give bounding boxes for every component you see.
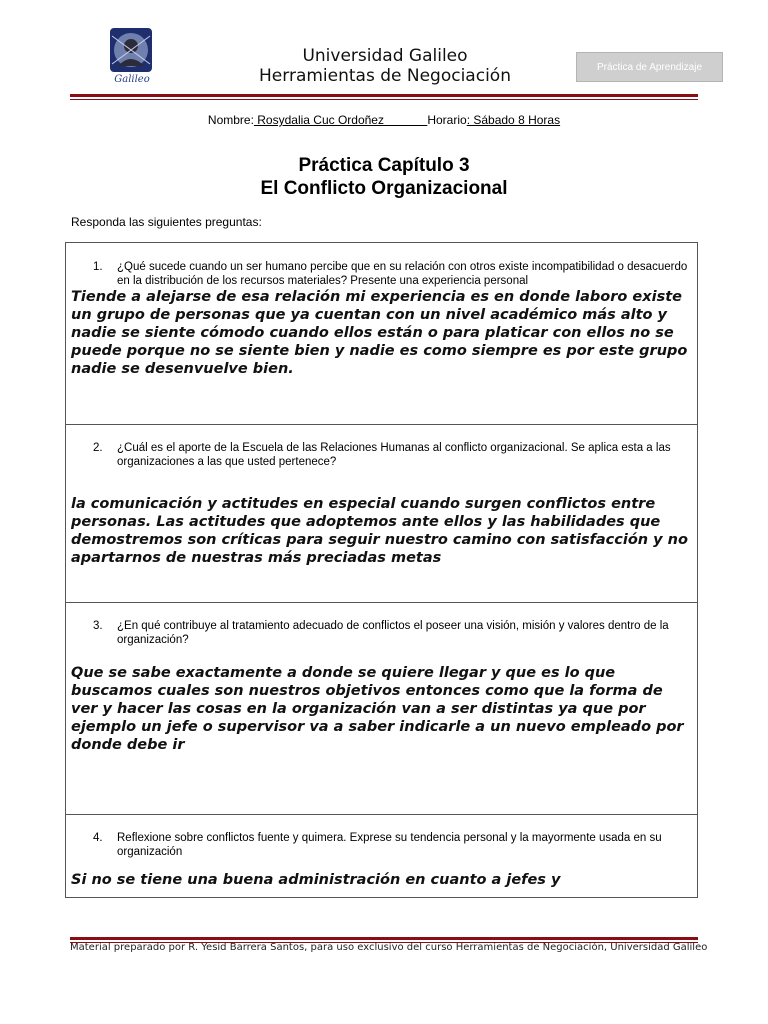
university-name: Universidad Galileo	[302, 46, 468, 66]
answer-2: la comunicación y actitudes en especial cuando surgen conflictos entre personas. Las actitudes que adoptemos ante ellos y las habilidades que demostremos son críticas para seguir nuestro camino con satisfacción y no apartarnos de nuestras más preciadas metas	[71, 496, 688, 566]
question-text: ¿Cuál es el aporte de la Escuela de las Relaciones Humanas al conflicto organizacional. Se aplica esta a las organizaciones a las que usted pertenece?	[117, 442, 671, 468]
galileo-crest-icon	[104, 26, 158, 76]
question-number: 4.	[93, 832, 103, 844]
question-row-3	[66, 602, 697, 814]
question-number: 3.	[93, 620, 103, 632]
title-line-2: El Conflicto Organizacional	[260, 178, 508, 199]
questions-table	[65, 242, 698, 898]
question-row-2	[66, 424, 697, 602]
question-text: Reflexione sobre conflictos fuente y quimera. Exprese su tendencia personal y la mayormente usada en su organización	[117, 832, 662, 858]
answer-4: Si no se tiene una buena administración en cuanto a jefes y	[71, 872, 561, 888]
footer-text: Material preparado por R. Yesid Barrera Santos, para uso exclusivo del curso Herramientas de Negociación, Universidad Galileo	[70, 942, 708, 953]
header-divider	[70, 94, 698, 97]
schedule-label: Horario	[427, 113, 467, 127]
question-3	[66, 619, 697, 647]
logo-text: Galileo	[114, 74, 150, 85]
question-text: ¿Qué sucede cuando un ser humano percibe que en su relación con otros existe incompatibilidad o desacuerdo en la distribución de los recursos materiales? Presente una experiencia personal	[117, 261, 688, 287]
practice-badge: Práctica de Aprendizaje	[576, 52, 723, 82]
header-title	[200, 46, 570, 86]
title-line-1: Práctica Capítulo 3	[298, 155, 470, 176]
answer-3: Que se sabe exactamente a donde se quiere llegar y que es lo que buscamos cuales son nuestros objetivos entonces como que la forma de ver y hacer las cosas en la organización van a ser distintas ya que por ejemplo un jefe o supervisor va a saber indicarle a un nuevo empleado por donde debe ir	[71, 665, 684, 753]
header-divider-thin	[70, 99, 698, 100]
question-number: 2.	[93, 442, 103, 454]
question-1	[66, 260, 697, 288]
name-value: Rosydalia Cuc Ordoñez	[253, 113, 428, 127]
name-label: Nombre:	[207, 113, 254, 127]
schedule-value: : Sábado 8 Horas	[466, 113, 561, 127]
question-4	[66, 831, 697, 859]
question-text: ¿En qué contribuye al tratamiento adecuado de conflictos el poseer una visión, misión y valores dentro de la organización?	[117, 620, 669, 646]
student-info	[0, 113, 768, 127]
question-2	[66, 441, 697, 469]
question-number: 1.	[93, 261, 103, 273]
instructions: Responda las siguientes preguntas:	[71, 215, 262, 229]
question-row-1	[66, 243, 697, 424]
course-name: Herramientas de Negociación	[259, 66, 511, 86]
answer-1: Tiende a alejarse de esa relación mi experiencia es en donde laboro existe un grupo de personas que ya cuentan con un nivel académico más alto y nadie se siente cómodo cuando ellos están o para platicar con ellos no se puede porque no se siente bien y nadie es como siempre es por este grupo nadie se desenvuelve bien.	[71, 289, 688, 377]
document-title	[0, 154, 768, 200]
footer-divider	[70, 937, 698, 940]
question-row-4	[66, 814, 697, 897]
